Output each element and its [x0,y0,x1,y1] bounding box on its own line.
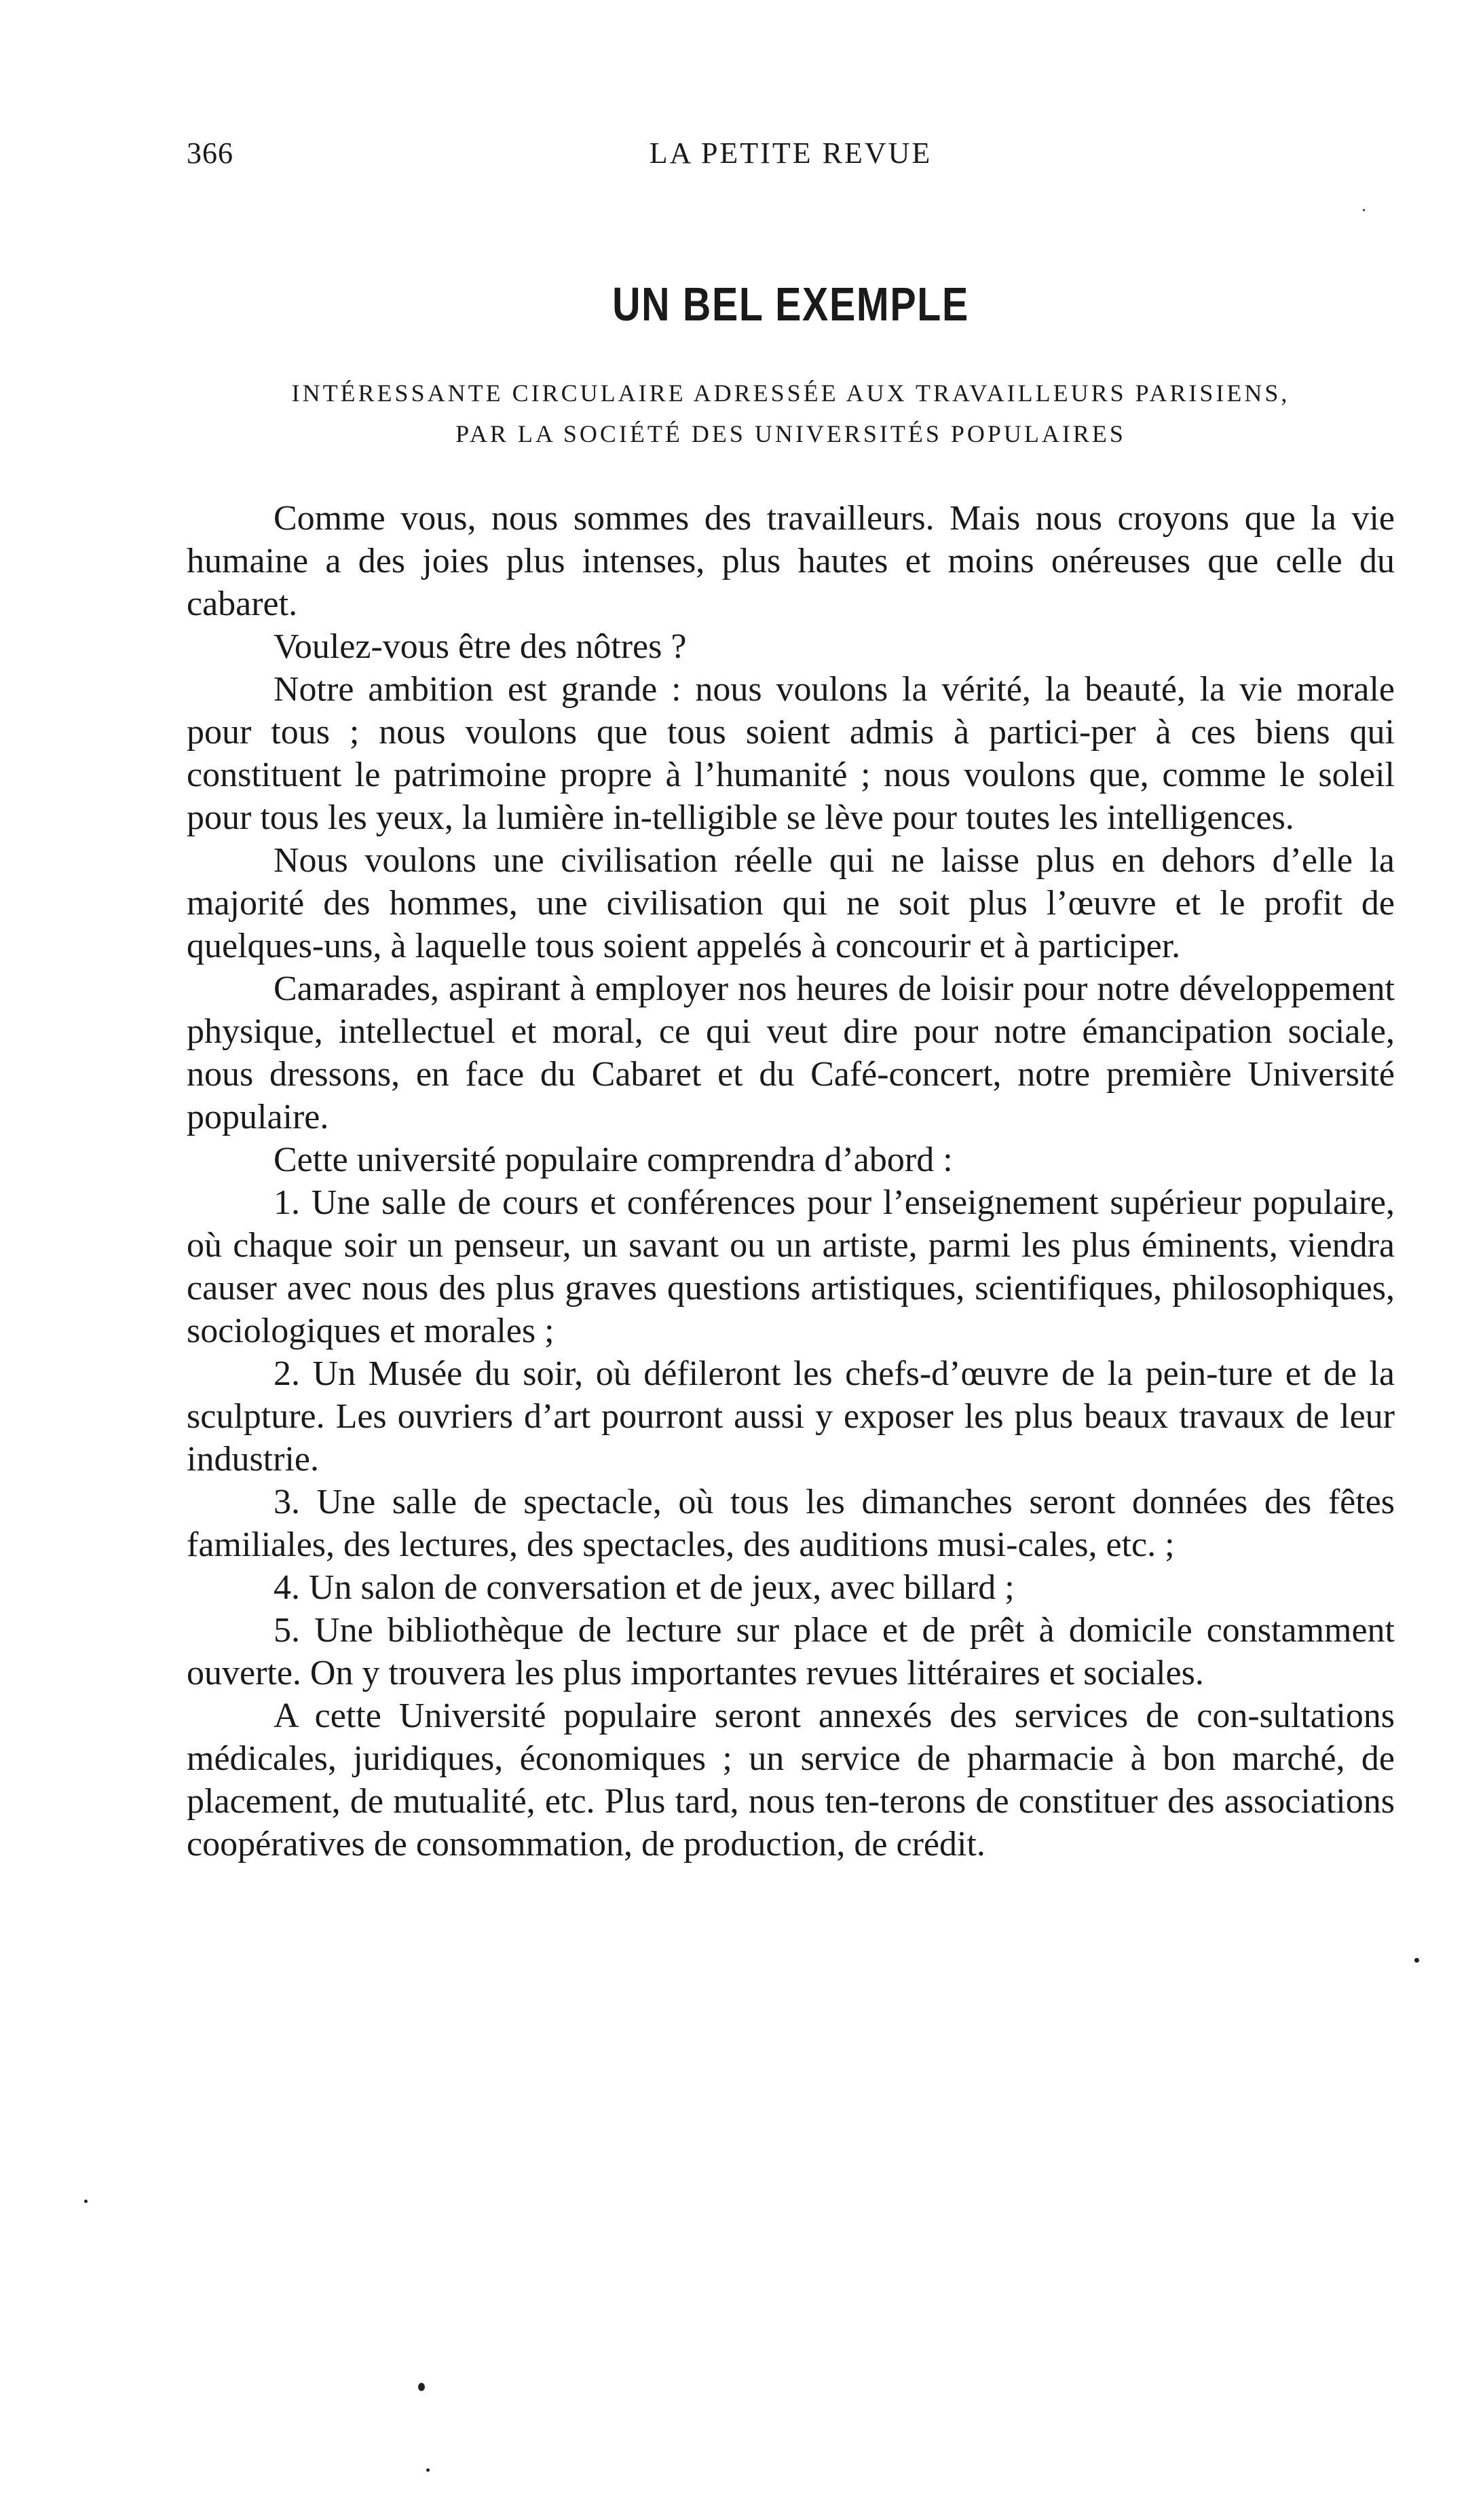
article-title: UN BEL EXEMPLE [612,278,969,331]
list-item-1: 1. Une salle de cours et conférences pour l’enseignement supérieur populaire, où chaque soir un penseur, un savant ou un artiste, parmi les plus éminents, viendra causer avec nous des plus graves questions artistiques, scientifiques, philosophiques, sociologiques et morales ; [187,1183,1395,1350]
article-subtitle-line-1: INTÉRESSANTE CIRCULAIRE ADRESSÉE AUX TRAVAILLEURS PARISIENS, [291,379,1290,407]
list-item-2: 2. Un Musée du soir, où défileront les chefs-d’œuvre de la pein-ture et de la sculpture. Les ouvriers d’art pourront aussi y exposer les plus beaux travaux de leur industrie. [187,1354,1395,1479]
list-item-3: 3. Une salle de spectacle, où tous les dimanches seront données des fêtes familiales, des lectures, des spectacles, des auditions musi-cales, etc. ; [187,1483,1395,1564]
paragraph-comprendra: Cette université populaire comprendra d’abord : [274,1141,953,1179]
list-item-5: 5. Une bibliothèque de lecture sur place et de prêt à domicile constamment ouverte. On y trouvera les plus importantes revues littéraires et sociales. [187,1611,1395,1692]
scan-speck [426,2468,430,2472]
scan-speck [1414,1958,1419,1963]
list-item-4: 4. Un salon de conversation et de jeux, avec billard ; [274,1568,1015,1607]
running-title: LA PETITE REVUE [649,136,933,170]
scan-speck [1363,209,1365,211]
paragraph-ambition: Notre ambition est grande : nous voulons la vérité, la beauté, la vie morale pour tous ; nous voulons que tous soient admis à partici-per à ces biens qui constituent le patrimoine propre à l’humanité ; nous voulons que, comme le soleil pour tous les yeux, la lumière in-telligible se lève pour toutes les intelligences. [187,670,1395,837]
paragraph-intro: Comme vous, nous sommes des travailleurs. Mais nous croyons que la vie humaine a des joies plus intenses, plus hautes et moins onéreuses que celle du cabaret. [187,499,1395,623]
paragraph-civilisation: Nous voulons une civilisation réelle qui ne laisse plus en dehors d’elle la majorité des hommes, une civilisation qui ne soit plus l’œuvre et le profit de quelques-uns, à laquelle tous soient appelés à concourir et à participer. [187,841,1395,965]
running-head [187,136,1395,177]
article-body [187,497,1395,1866]
page-number: 366 [187,136,233,170]
scan-speck [418,2383,425,2391]
article-subtitle-line-2: PAR LA SOCIÉTÉ DES UNIVERSITÉS POPULAIRES [455,420,1126,447]
paragraph-camarades: Camarades, aspirant à employer nos heures de loisir pour notre développement physique, intellectuel et moral, ce qui veut dire pour notre émancipation sociale, nous dressons, en face du Cabaret et du Café-concert, notre première Université populaire. [187,969,1395,1136]
paragraph-question: Voulez-vous être des nôtres ? [274,627,687,666]
scan-speck [84,2200,88,2203]
paragraph-annexes: A cette Université populaire seront annexés des services de con-sultations médicales, juridiques, économiques ; un service de pharmacie à bon marché, de placement, de mutualité, etc. Plus tard, nous ten-terons de constituer des associations coopératives de consommation, de production, de crédit. [187,1697,1395,1864]
